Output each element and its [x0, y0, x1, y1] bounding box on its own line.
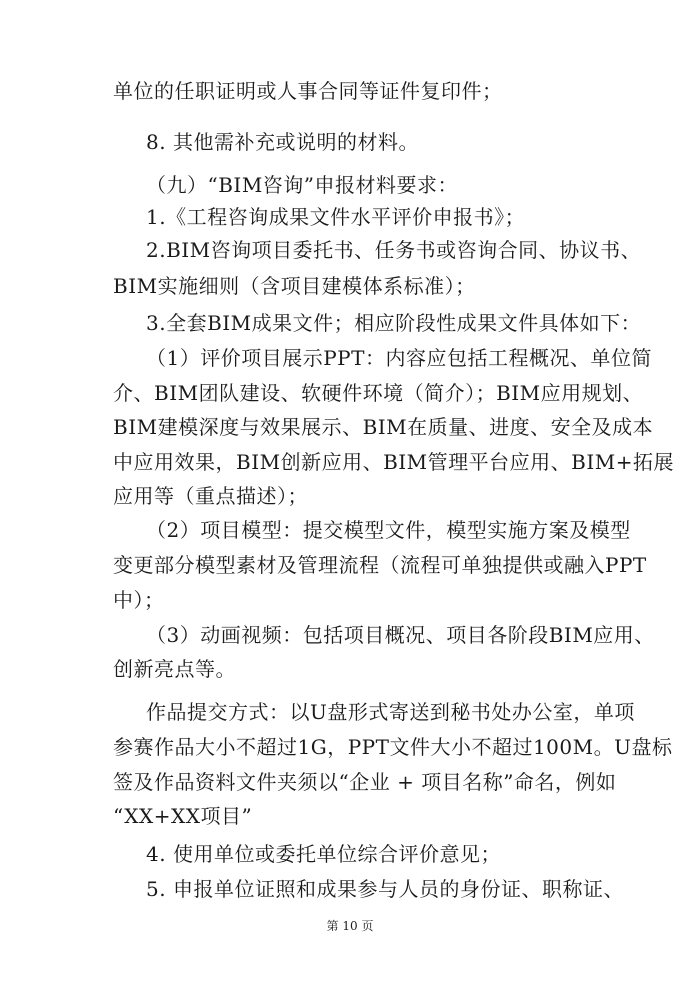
text-line-8: （1）评价项目展示PPT：内容应包括工程概况、单位简 [146, 346, 652, 370]
page-number: 第 10 页 [326, 919, 374, 933]
text-line-19: 参赛作品大小不超过1G，PPT文件大小不超过100M。U盘标 [113, 735, 673, 759]
text-line-20: 签及作品资料文件夹须以“企业 + 项目名称”命名，例如 [113, 770, 617, 794]
text-line-21: “XX+XX项目” [113, 804, 253, 828]
text-line-4: 1.《工程咨询成果文件水平评价申报书》； [146, 205, 526, 229]
text-line-17: 创新亮点等。 [113, 657, 236, 681]
text-line-10: BIM建模深度与效果展示、BIM在质量、进度、安全及成本 [113, 415, 654, 439]
text-line-14: 变更部分模型素材及管理流程（流程可单独提供或融入PPT [113, 553, 647, 577]
text-line-7: 3.全套BIM成果文件；相应阶段性成果文件具体如下： [146, 311, 642, 335]
text-line-13: （2）项目模型：提交模型文件，模型实施方案及模型 [146, 518, 631, 542]
text-line-16: （3）动画视频：包括项目概况、项目各阶段BIM应用、 [146, 623, 655, 647]
text-line-22: 4. 使用单位或委托单位综合评价意见； [146, 842, 501, 866]
text-line-9: 介、BIM团队建设、软硬件环境（简介）；BIM应用规划、 [113, 381, 644, 405]
text-line-12: 应用等（重点描述）； [113, 484, 308, 508]
section-heading: （九）“BIM咨询”申报材料要求： [146, 173, 459, 197]
text-line-1: 单位的任职证明或人事合同等证件复印件； [113, 79, 503, 103]
text-line-5: 2.BIM咨询项目委托书、任务书或咨询合同、协议书、 [146, 238, 642, 262]
text-line-23: 5. 申报单位证照和成果参与人员的身份证、职称证、 [146, 877, 624, 901]
text-line-6: BIM实施细则（含项目建模体系标准）； [113, 274, 476, 298]
text-line-11: 中应用效果，BIM创新应用、BIM管理平台应用、BIM+拓展 [113, 450, 674, 474]
text-line-15: 中）； [113, 588, 165, 612]
text-line-2: 8. 其他需补充或说明的材料。 [146, 130, 419, 154]
text-line-18: 作品提交方式：以U盘形式寄送到秘书处办公室，单项 [146, 700, 635, 724]
